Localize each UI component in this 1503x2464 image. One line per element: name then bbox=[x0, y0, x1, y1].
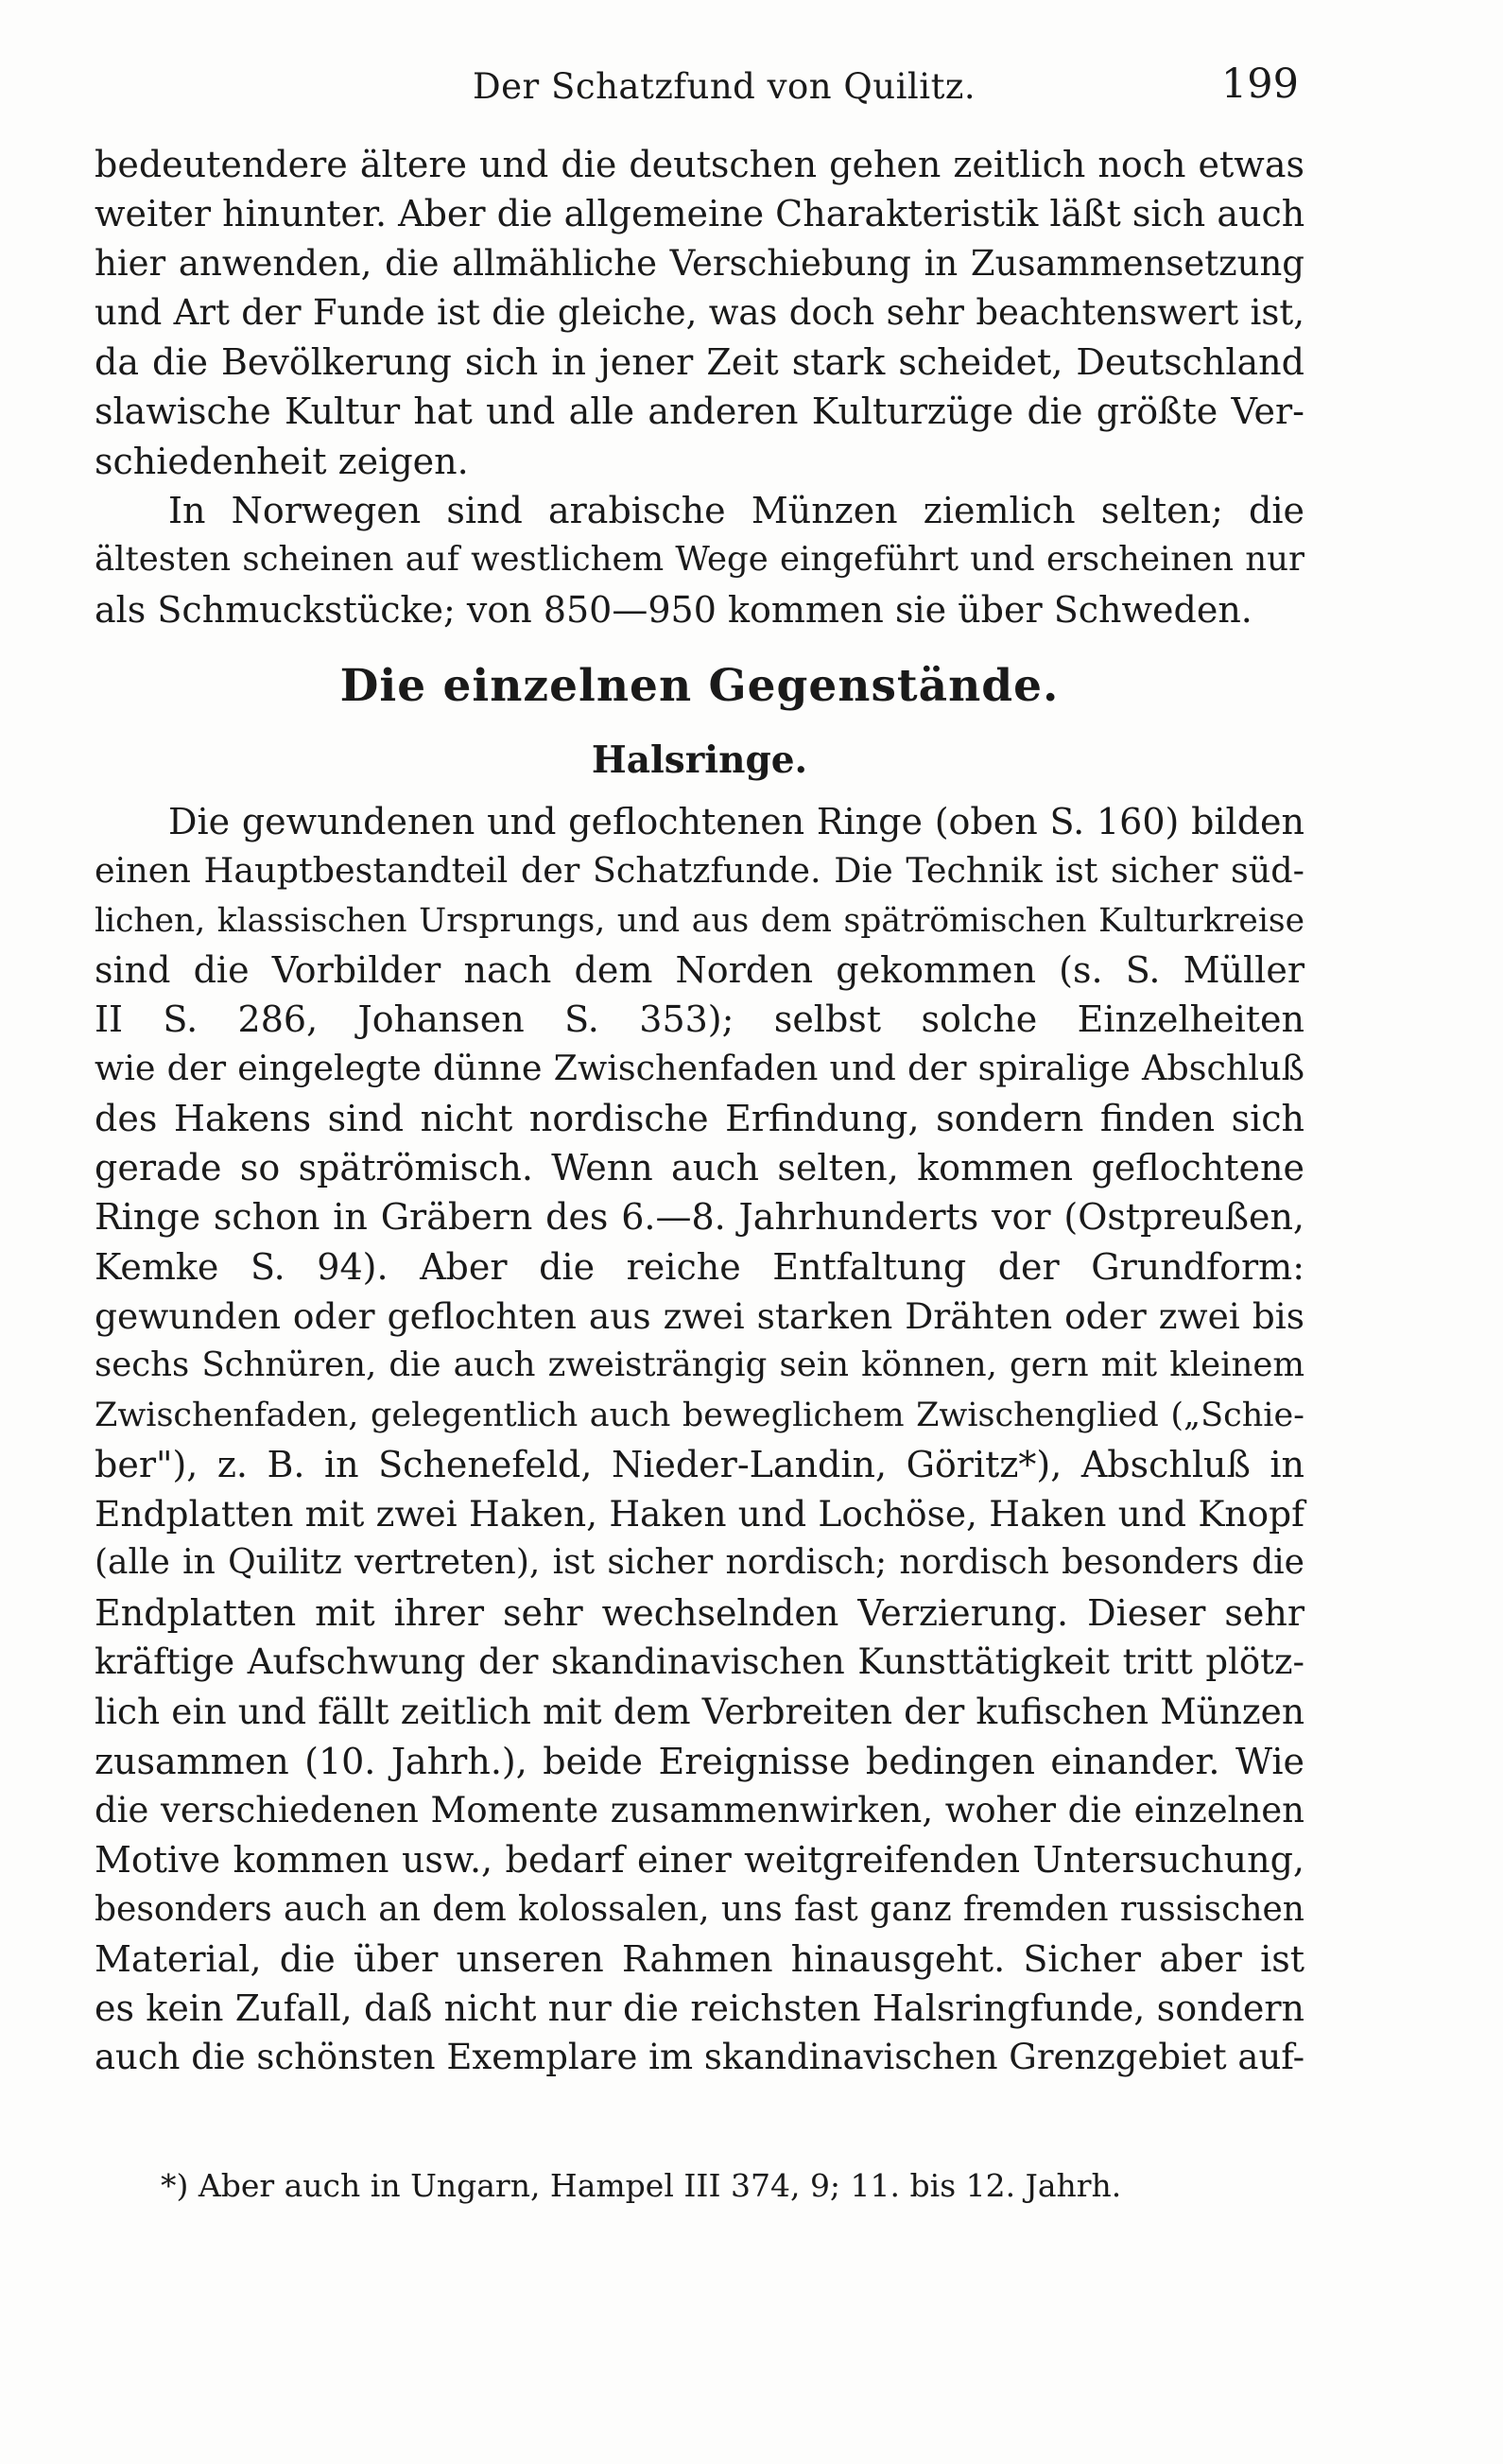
text-line: Endplatten mit zwei Haken, Haken und Lochöse, Haken und Knopf bbox=[95, 1493, 1304, 1536]
body-text bbox=[95, 140, 1304, 2083]
text-line: II S. 286, Johansen S. 353); selbst solche Einzelheiten bbox=[95, 998, 1304, 1041]
text-line: hier anwenden, die allmähliche Verschiebung in Zusammensetzung bbox=[95, 242, 1304, 284]
text-line: des Hakens sind nicht nordische Erfindung, sondern finden sich bbox=[95, 1097, 1304, 1139]
text-line: da die Bevölkerung sich in jener Zeit stark scheidet, Deutschland bbox=[95, 341, 1304, 384]
running-head bbox=[0, 59, 1503, 115]
text-line: als Schmuckstücke; von 850—950 kommen sie über Schweden. bbox=[95, 588, 1252, 631]
text-line: (alle in Quilitz vertreten), ist sicher nordisch; nordisch besonders die bbox=[95, 1543, 1304, 1583]
text-line: bedeutendere ältere und die deutschen gehen zeitlich noch etwas bbox=[95, 144, 1304, 185]
text-line: die verschiedenen Momente zusammenwirken, woher die einzelnen bbox=[95, 1789, 1304, 1831]
text-line: ältesten scheinen auf westlichem Wege eingeführt und erscheinen nur bbox=[95, 540, 1304, 580]
text-line: und Art der Funde ist die gleiche, was doch sehr beachtenswert ist, bbox=[95, 291, 1304, 333]
footnote: *) Aber auch in Ungarn, Hampel III 374, 9; 11. bis 12. Jahrh. bbox=[161, 2167, 1122, 2204]
text-line: lichen, klassischen Ursprungs, und aus dem spätrömischen Kulturkreise bbox=[95, 901, 1304, 940]
text-line: gerade so spätrömisch. Wenn auch selten, kommen geflochtene bbox=[95, 1147, 1304, 1189]
text-line: lich ein und fällt zeitlich mit dem Verbreiten der kufischen Münzen bbox=[95, 1691, 1304, 1733]
text-line: es kein Zufall, daß nicht nur die reichsten Halsringfunde, sondern bbox=[95, 1987, 1304, 2030]
text-line: Ringe schon in Gräbern des 6.—8. Jahrhunderts vor (Ostpreußen, bbox=[95, 1196, 1304, 1239]
text-line: zusammen (10. Jahrh.), beide Ereignisse bedingen einander. Wie bbox=[95, 1740, 1304, 1782]
text-line: Endplatten mit ihrer sehr wechselnden Verzierung. Dieser sehr bbox=[95, 1591, 1304, 1634]
text-line: schiedenheit zeigen. bbox=[95, 440, 469, 482]
text-line: slawische Kultur hat und alle anderen Kulturzüge die größte Ver- bbox=[95, 390, 1304, 433]
text-line: sechs Schnüren, die auch zweisträngig sein können, gern mit kleinem bbox=[95, 1345, 1304, 1385]
running-title: Der Schatzfund von Quilitz. bbox=[473, 66, 976, 107]
text-line: In Norwegen sind arabische Münzen ziemlich selten; die bbox=[168, 490, 1304, 532]
text-line: ber"), z. B. in Schenefeld, Nieder-Landin, Göritz*), Abschluß in bbox=[95, 1443, 1304, 1485]
text-line: sind die Vorbilder nach dem Norden gekommen (s. S. Müller bbox=[95, 948, 1304, 991]
text-line: Material, die über unseren Rahmen hinausgeht. Sicher aber ist bbox=[95, 1937, 1304, 1980]
text-line: Zwischenfaden, gelegentlich auch beweglichem Zwischenglied („Schie- bbox=[95, 1396, 1304, 1434]
text-line: Die gewundenen und geflochtenen Ringe (oben S. 160) bilden bbox=[168, 800, 1304, 842]
text-line: gewunden oder geflochten aus zwei starken Drähten oder zwei bis bbox=[95, 1294, 1304, 1337]
section-heading: Die einzelnen Gegenstände. bbox=[339, 659, 1060, 712]
text-line: kräftige Aufschwung der skandinavischen Kunsttätigkeit tritt plötz- bbox=[95, 1641, 1304, 1683]
text-line: Motive kommen usw., bedarf einer weitgreifenden Untersuchung, bbox=[95, 1839, 1304, 1882]
text-line: wie der eingelegte dünne Zwischenfaden und der spiralige Abschluß bbox=[95, 1048, 1304, 1089]
text-line: einen Hauptbestandteil der Schatzfunde. Die Technik ist sicher süd- bbox=[95, 850, 1304, 892]
text-line: besonders auch an dem kolossalen, uns fast ganz fremden russischen bbox=[95, 1889, 1304, 1929]
text-line: weiter hinunter. Aber die allgemeine Charakteristik läßt sich auch bbox=[95, 193, 1305, 235]
sub-heading: Halsringe. bbox=[591, 737, 808, 782]
page-number: 199 bbox=[1220, 61, 1299, 108]
text-line: Kemke S. 94). Aber die reiche Entfaltung der Grundform: bbox=[95, 1245, 1304, 1288]
text-line: auch die schönsten Exemplare im skandinavischen Grenzgebiet auf- bbox=[95, 2037, 1305, 2078]
